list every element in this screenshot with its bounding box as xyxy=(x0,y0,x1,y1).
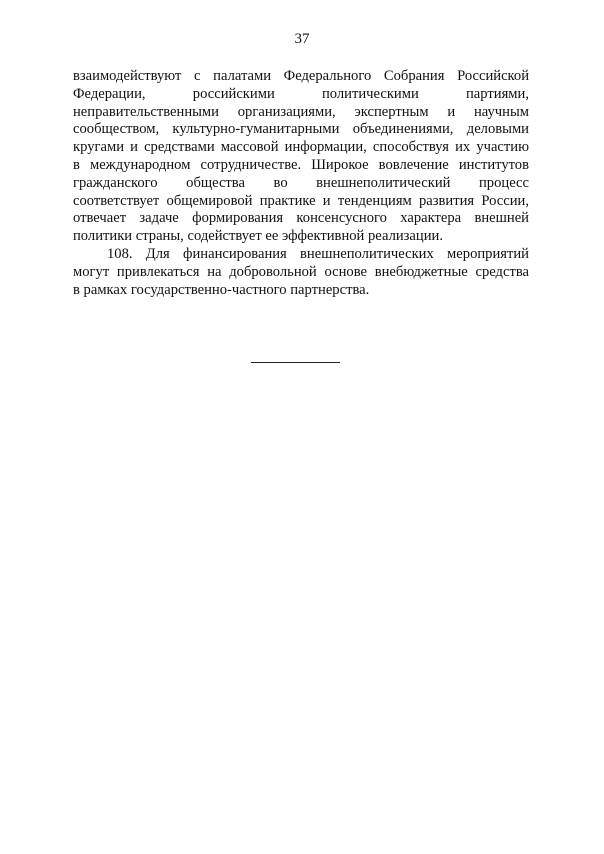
text-line: в международном сотрудничестве. Широкое вовлечение институтов xyxy=(73,156,529,173)
page-number: 37 xyxy=(294,31,310,47)
text-line: могут привлекаться на добровольной основе внебюджетные средства xyxy=(73,263,529,280)
text-line: в рамках государственно-частного партнерства. xyxy=(73,281,370,298)
text-line: Федерации, российскими политическими партиями, xyxy=(73,85,529,102)
text-line: сообществом, культурно-гуманитарными объединениями, деловыми xyxy=(73,121,529,138)
body-text xyxy=(73,68,529,299)
text-line: взаимодействуют с палатами Федерального Собрания Российской xyxy=(73,68,529,84)
end-rule-divider xyxy=(251,362,340,363)
text-line: неправительственными организациями, экспертным и научным xyxy=(73,103,529,120)
text-line: гражданского общества во внешнеполитический процесс xyxy=(73,174,529,191)
text-line: соответствует общемировой практике и тенденциям развития России, xyxy=(73,192,529,209)
text-line: политики страны, содействует ее эффективной реализации. xyxy=(73,228,443,245)
paragraph-108-start: 108. Для финансирования внешнеполитических мероприятий xyxy=(107,245,529,262)
text-line: отвечает задаче формирования консенсусного характера внешней xyxy=(73,210,529,227)
text-line: кругами и средствами массовой информации, способствуя их участию xyxy=(73,139,529,156)
